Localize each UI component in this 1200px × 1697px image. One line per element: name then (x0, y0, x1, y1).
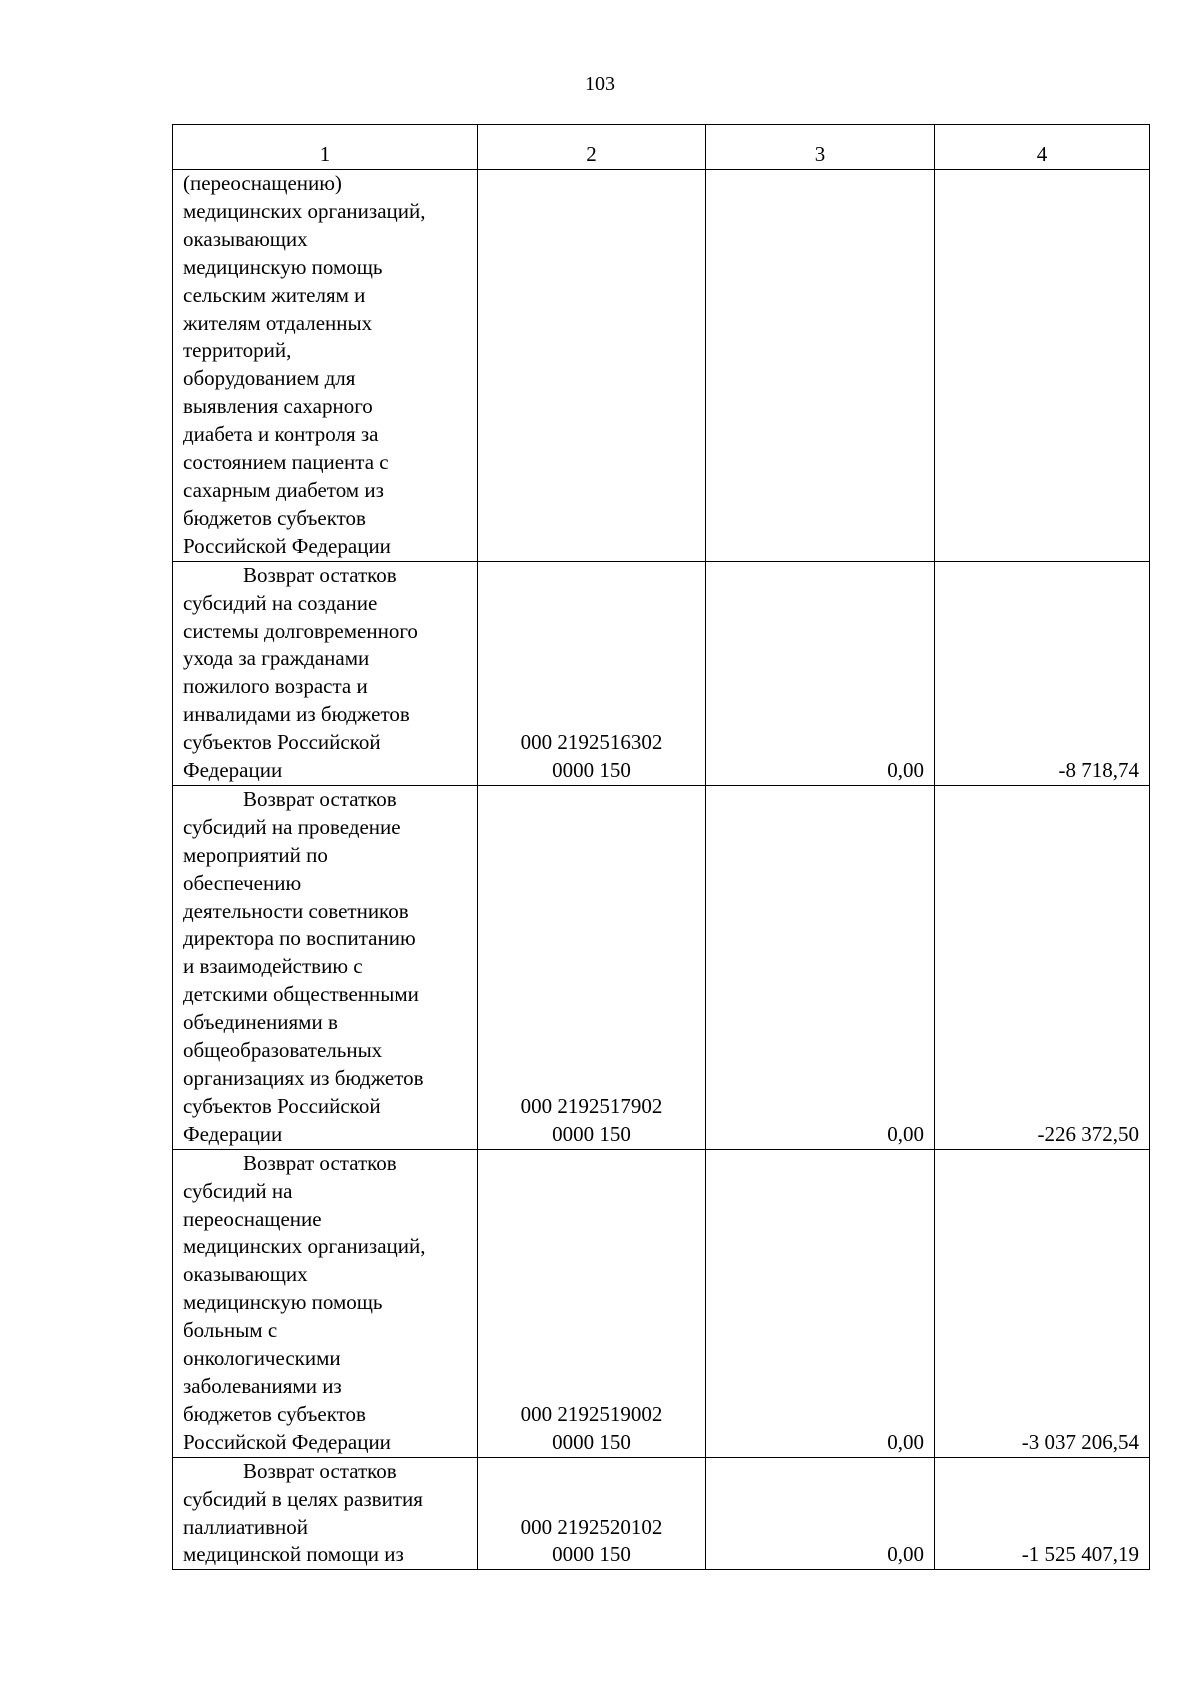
row-description (173, 1149, 478, 1457)
table-row (173, 170, 1150, 562)
row-description-first-line: Возврат остатков (243, 1458, 397, 1483)
table-row (173, 561, 1150, 785)
row-code: 000 2192519002 0000 150 (478, 1149, 706, 1457)
row-description-first-line: Возврат остатков (243, 786, 397, 811)
row-value-col4: -1 525 407,19 (935, 1457, 1150, 1570)
table-header-row (173, 125, 1150, 170)
page-number: 103 (585, 73, 615, 95)
row-value-col4: -3 037 206,54 (935, 1149, 1150, 1457)
row-description-text: субсидий на создание системы долговременного ухода за гражданами пожилого возраста и инвалидами из бюджетов субъектов Российской Федерации (183, 590, 418, 783)
row-description-text: субсидий в целях развития паллиативной медицинской помощи из (183, 1486, 423, 1567)
row-description (173, 1457, 478, 1570)
row-value-col4 (935, 170, 1150, 562)
row-value-col3: 0,00 (706, 561, 935, 785)
row-code: 000 2192517902 0000 150 (478, 785, 706, 1149)
column-header-3: 3 (706, 125, 935, 170)
column-header-1: 1 (173, 125, 478, 170)
row-code (478, 170, 706, 562)
row-description-text: субсидий на переоснащение медицинских организаций, оказывающих медицинскую помощь больным с онкологическими заболеваниями из бюджетов субъектов Российской Федерации (183, 1178, 426, 1454)
row-code: 000 2192516302 0000 150 (478, 561, 706, 785)
row-description (173, 785, 478, 1149)
row-value-col4: -8 718,74 (935, 561, 1150, 785)
row-description (173, 170, 478, 562)
row-value-col3: 0,00 (706, 785, 935, 1149)
row-value-col3 (706, 170, 935, 562)
row-description-first-line: Возврат остатков (243, 1150, 397, 1175)
report-table (172, 124, 1150, 1570)
row-description-text: субсидий на проведение мероприятий по обеспечению деятельности советников директора по воспитанию и взаимодействию с детскими общественными объединениями в общеобразовательных организациях из бюджетов субъектов Российской Федерации (183, 814, 424, 1146)
column-header-4: 4 (935, 125, 1150, 170)
row-value-col3: 0,00 (706, 1149, 935, 1457)
row-value-col3: 0,00 (706, 1457, 935, 1570)
table-row (173, 785, 1150, 1149)
row-description-first-line: Возврат остатков (243, 562, 397, 587)
table-row (173, 1149, 1150, 1457)
row-description-text: (переоснащению) медицинских организаций, оказывающих медицинскую помощь сельским жителям и жителям отдаленных территорий, оборудованием для выявления сахарного диабета и контроля за состоянием пациента с сахарным диабетом из бюджетов субъектов Российской Федерации (183, 171, 426, 558)
column-header-2: 2 (478, 125, 706, 170)
row-description (173, 561, 478, 785)
row-value-col4: -226 372,50 (935, 785, 1150, 1149)
row-code: 000 2192520102 0000 150 (478, 1457, 706, 1570)
table-row (173, 1457, 1150, 1570)
